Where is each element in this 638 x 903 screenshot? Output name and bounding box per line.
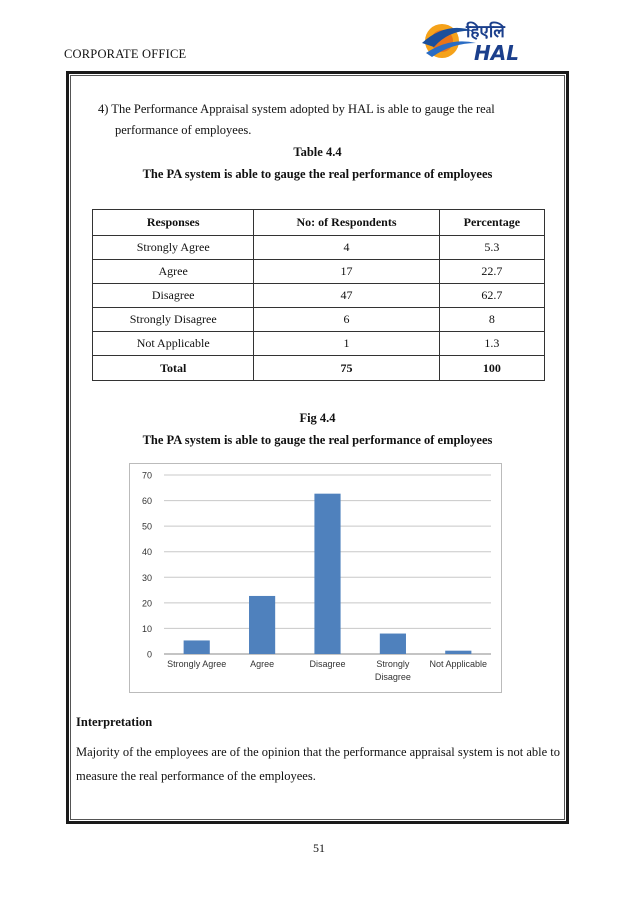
bar [184, 640, 210, 654]
y-tick-label: 40 [141, 547, 152, 558]
header-respondents: No: of Respondents [254, 210, 439, 236]
table-number: Table 4.4 [293, 145, 342, 159]
header-responses: Responses [93, 210, 254, 236]
office-label: CORPORATE OFFICE [64, 47, 187, 61]
bar [380, 634, 406, 654]
table-cell: Not Applicable [93, 332, 254, 356]
table-cell: 4 [254, 236, 439, 260]
table-cell: Strongly Disagree [93, 308, 254, 332]
table-cell: 75 [254, 356, 439, 381]
table-cell: 1 [254, 332, 439, 356]
bar [314, 494, 340, 654]
table-row [93, 308, 545, 332]
table-cell: Disagree [93, 284, 254, 308]
y-tick-label: 0 [146, 649, 152, 660]
table-cell: Strongly Agree [93, 236, 254, 260]
figure-number: Fig 4.4 [299, 411, 336, 425]
table-caption: The PA system is able to gauge the real performance of employees [142, 167, 493, 181]
header-percentage: Percentage [439, 210, 544, 236]
y-tick-label: 50 [141, 521, 152, 532]
x-tick-label: Strongly Agree [167, 659, 227, 669]
figure-caption: The PA system is able to gauge the real performance of employees [142, 433, 493, 447]
table-row [93, 260, 545, 284]
x-tick-label: Agree [250, 659, 275, 669]
y-tick-label: 70 [141, 470, 152, 481]
table-cell: Agree [93, 260, 254, 284]
table-cell: 1.3 [439, 332, 544, 356]
x-tick-label: Disagree [374, 672, 411, 682]
logo-hal-text: HAL [474, 41, 519, 65]
x-tick-label: Disagree [309, 659, 346, 669]
y-tick-label: 30 [141, 572, 152, 583]
y-tick-label: 60 [141, 496, 152, 507]
logo-hindi-text: हिएलि [466, 22, 505, 42]
question-line-1: 4) The Performance Appraisal system adopted by HAL is able to gauge the real [98, 102, 495, 116]
page-number: 51 [313, 841, 325, 855]
table-cell: 6 [254, 308, 439, 332]
hal-logo [416, 13, 562, 67]
interpretation-heading: Interpretation [76, 715, 153, 729]
table-row [93, 284, 545, 308]
y-tick-label: 10 [141, 623, 152, 634]
bar [249, 596, 275, 654]
table-cell: 17 [254, 260, 439, 284]
table-cell: 8 [439, 308, 544, 332]
table-cell: Total [93, 356, 254, 381]
table-cell: 62.7 [439, 284, 544, 308]
table-cell: 5.3 [439, 236, 544, 260]
table-cell: 22.7 [439, 260, 544, 284]
y-tick-label: 20 [141, 598, 152, 609]
table-total-row [93, 356, 545, 381]
x-tick-label: Strongly [376, 659, 410, 669]
table-cell: 100 [439, 356, 544, 381]
table-header-row [93, 210, 545, 236]
bar-chart [129, 463, 502, 693]
bar [445, 651, 471, 654]
x-tick-label: Not Applicable [429, 659, 488, 669]
interpretation-text: Majority of the employees are of the opinion that the performance appraisal system is not able to measure the real performance of the employees. [76, 745, 560, 783]
table-cell: 47 [254, 284, 439, 308]
table-row [93, 332, 545, 356]
question-line-2: performance of employees. [115, 123, 252, 137]
responses-table [92, 209, 545, 381]
table-row [93, 236, 545, 260]
